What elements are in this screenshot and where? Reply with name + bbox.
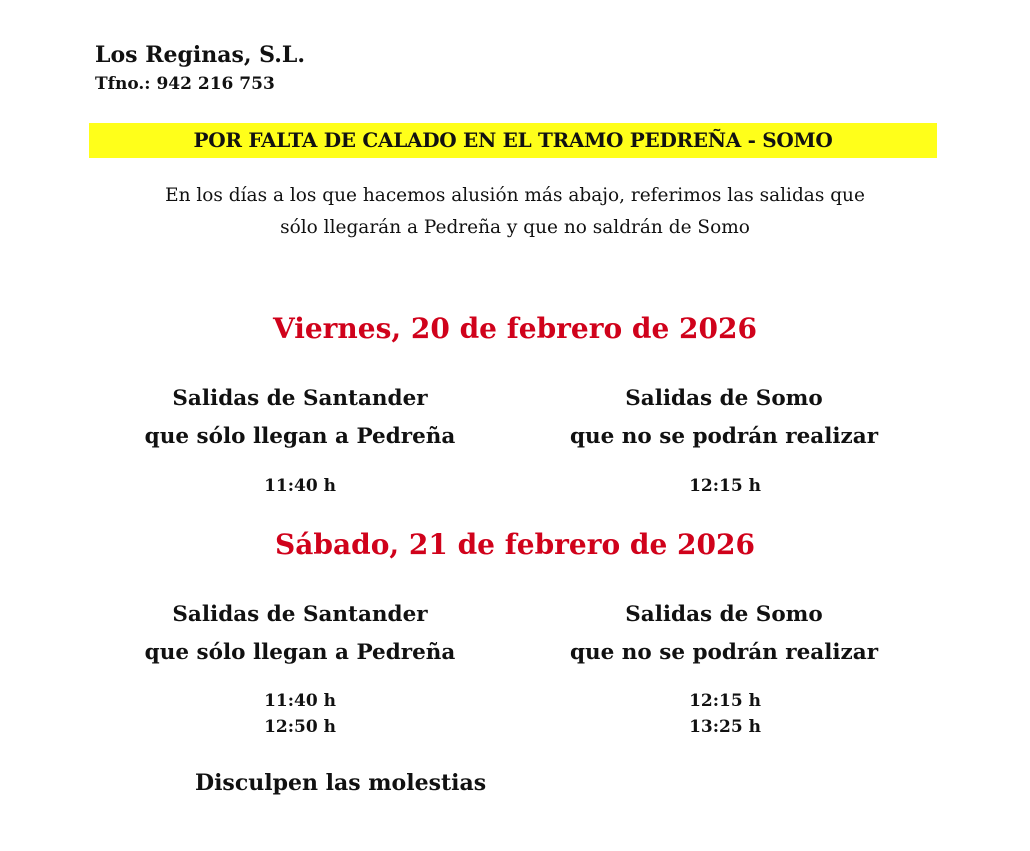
heading-line: que no se podrán realizar: [569, 640, 879, 665]
santander-times-friday: [200, 473, 400, 499]
santander-heading-saturday: [90, 596, 510, 672]
intro-line-1: En los días a los que hacemos alusión más abajo, referimos las salidas que: [165, 185, 865, 206]
departure-time: 12:15 h: [689, 476, 761, 496]
day-title-saturday: Sábado, 21 de febrero de 2026: [275, 528, 755, 561]
heading-line: que no se podrán realizar: [569, 424, 879, 449]
phone-number: Tfno.: 942 216 753: [95, 74, 275, 94]
departure-time: 12:50 h: [264, 717, 336, 737]
somo-times-saturday: [625, 688, 825, 740]
heading-line: Salidas de Santander: [172, 602, 428, 627]
departure-time: 11:40 h: [264, 691, 336, 711]
santander-times-saturday: [200, 688, 400, 740]
departure-time: 11:40 h: [264, 476, 336, 496]
apology-text: Disculpen las molestias: [195, 770, 487, 796]
heading-line: que sólo llegan a Pedreña: [144, 640, 456, 665]
departure-time: 12:15 h: [689, 691, 761, 711]
departure-time: 13:25 h: [689, 717, 761, 737]
somo-heading-friday: [514, 380, 934, 456]
santander-heading-friday: [90, 380, 510, 456]
day-title-friday: Viernes, 20 de febrero de 2026: [273, 312, 757, 345]
somo-times-friday: [625, 473, 825, 499]
intro-text: [60, 180, 970, 244]
intro-line-2: sólo llegarán a Pedreña y que no saldrán de Somo: [280, 217, 750, 238]
heading-line: Salidas de Somo: [625, 386, 823, 411]
heading-line: que sólo llegan a Pedreña: [144, 424, 456, 449]
notice-banner: POR FALTA DE CALADO EN EL TRAMO PEDREÑA - SOMO: [89, 123, 937, 158]
heading-line: Salidas de Somo: [625, 602, 823, 627]
heading-line: Salidas de Santander: [172, 386, 428, 411]
company-name: Los Reginas, S.L.: [95, 42, 306, 68]
somo-heading-saturday: [514, 596, 934, 672]
